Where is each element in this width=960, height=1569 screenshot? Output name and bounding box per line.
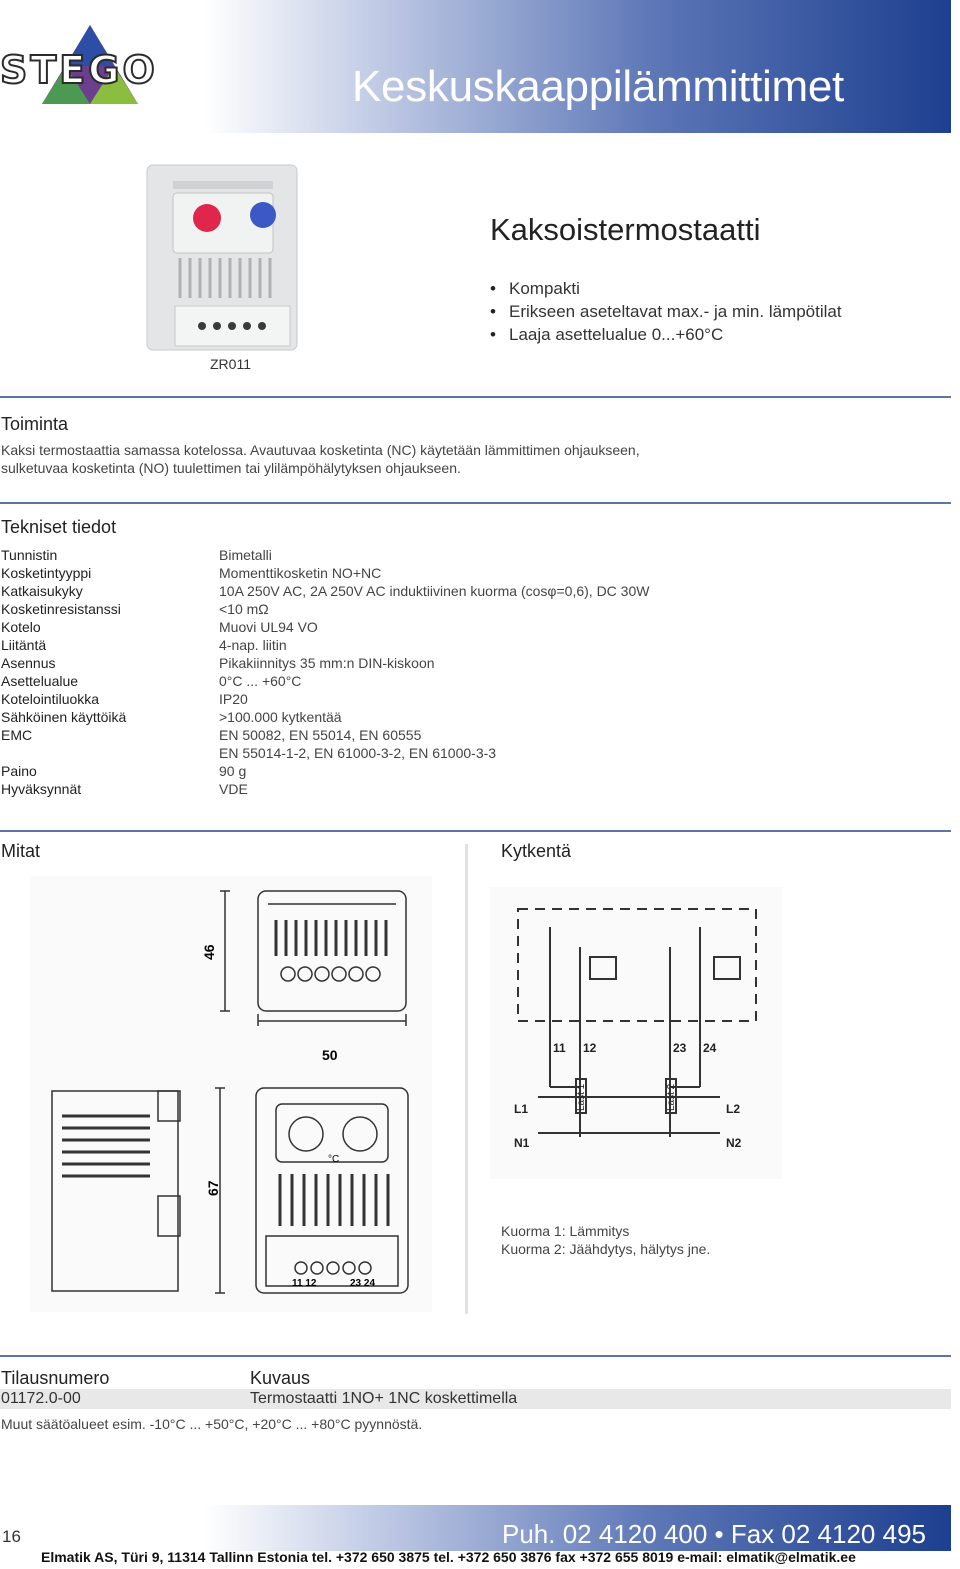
- order-description-header: Kuvaus: [250, 1368, 311, 1388]
- section-divider: [0, 396, 951, 398]
- spec-label: Kosketinresistanssi: [1, 601, 121, 617]
- spec-label: Paino: [1, 763, 37, 779]
- spec-value: <10 mΩ: [219, 601, 269, 617]
- spec-label: Sähköinen käyttöikä: [1, 709, 127, 725]
- dim-label: 50: [322, 1047, 338, 1063]
- spec-label: Kotelointiluokka: [1, 691, 100, 707]
- spec-row: [0, 618, 951, 636]
- spec-label: Kosketintyyppi: [1, 565, 92, 581]
- load-label: Last 2: [666, 1083, 677, 1111]
- section-divider: [0, 1355, 951, 1357]
- spec-value: 10A 250V AC, 2A 250V AC induktiivinen kuorma (cosφ=0,6), DC 30W: [219, 583, 650, 599]
- spec-row: [0, 582, 951, 600]
- spec-row: [0, 564, 951, 582]
- terminal-label: 11 12: [292, 1278, 317, 1289]
- spec-row: [0, 672, 951, 690]
- feature-list: [490, 277, 842, 346]
- dimension-drawing: [30, 876, 432, 1312]
- spec-label: Katkaisukyky: [1, 583, 83, 599]
- spec-row: [0, 546, 951, 564]
- spec-value: EN 55014-1-2, EN 61000-3-2, EN 61000-3-3: [219, 745, 497, 761]
- spec-row: [0, 708, 951, 726]
- spec-value: 0°C ... +60°C: [219, 673, 302, 689]
- toiminta-text: [1, 441, 640, 477]
- line-label: N2: [726, 1136, 742, 1150]
- order-number-header: Tilausnumero: [1, 1368, 110, 1388]
- caption-line: Kuorma 2: Jäähdytys, hälytys jne.: [501, 1241, 711, 1257]
- kytkenta-heading: Kytkentä: [501, 841, 572, 861]
- spec-label: Tunnistin: [1, 547, 58, 563]
- spec-value: Bimetalli: [219, 547, 272, 563]
- load-label: Last 1: [576, 1083, 587, 1111]
- spec-row: [0, 780, 951, 798]
- dim-label: 67: [205, 1180, 221, 1196]
- wiring-diagram: [490, 887, 782, 1179]
- spec-label: EMC: [1, 727, 33, 743]
- section-divider: [0, 830, 951, 832]
- page-number: 16: [2, 1527, 21, 1546]
- spec-value: Momenttikosketin NO+NC: [219, 565, 382, 581]
- page-title: Keskuskaappilämmittimet: [352, 62, 844, 111]
- line-label: L2: [726, 1102, 741, 1116]
- terminal-label: 12: [583, 1041, 597, 1055]
- line-label: N1: [514, 1136, 530, 1150]
- terminal-label: 23: [673, 1041, 687, 1055]
- spec-value: >100.000 kytkentää: [219, 709, 342, 725]
- spec-row: [0, 690, 951, 708]
- product-code: ZR011: [210, 356, 251, 372]
- footer-address: Elmatik AS, Türi 9, 11314 Tallinn Estonia tel. +372 650 3875 tel. +372 650 3876 fax +372 655 8019 e-mail: elmatik@elmatik.ee: [41, 1549, 856, 1565]
- spec-row: [0, 726, 951, 744]
- spec-row: [0, 744, 951, 762]
- spec-label: Kotelo: [1, 619, 41, 635]
- mitat-heading: Mitat: [1, 841, 41, 861]
- feature-item: • Erikseen aseteltavat max.- ja min. lämpötilat: [490, 300, 842, 323]
- spec-value: Muovi UL94 VO: [219, 619, 318, 635]
- terminal-label: 11: [553, 1041, 566, 1055]
- product-title: Kaksoistermostaatti: [490, 212, 761, 247]
- spec-row: [0, 600, 951, 618]
- spec-row: [0, 762, 951, 780]
- thermostat-product-image: [145, 163, 303, 353]
- terminal-label: 24: [703, 1041, 717, 1055]
- terminal-label: 23 24: [350, 1278, 376, 1289]
- line-label: L1: [514, 1102, 529, 1116]
- spec-value: 90 g: [219, 763, 247, 779]
- spec-row: [0, 654, 951, 672]
- feature-item: • Laaja asettelualue 0...+60°C: [490, 323, 842, 346]
- spec-label: Asennus: [1, 655, 56, 671]
- order-note: Muut säätöalueet esim. -10°C ... +50°C, +20°C ... +80°C pyynnöstä.: [1, 1416, 423, 1432]
- spec-row: [0, 636, 951, 654]
- wiring-caption: [501, 1222, 710, 1258]
- spec-label: Hyväksynnät: [1, 781, 82, 797]
- spec-value: EN 50082, EN 55014, EN 60555: [219, 727, 422, 743]
- spec-value: IP20: [219, 691, 248, 707]
- dim-label: 46: [201, 944, 217, 960]
- toiminta-line: sulketuvaa kosketinta (NO) tuulettimen tai ylilämpöhälytyksen ohjaukseen.: [1, 460, 461, 476]
- footer-contact: Puh. 02 4120 400 • Fax 02 4120 495: [502, 1519, 926, 1549]
- spec-label: Liitäntä: [1, 637, 47, 653]
- feature-item: • Kompakti: [490, 277, 842, 300]
- caption-line: Kuorma 1: Lämmitys: [501, 1223, 630, 1239]
- toiminta-line: Kaksi termostaattia samassa kotelossa. Avautuvaa kosketinta (NC) käytetään lämmittimen ohjaukseen,: [1, 442, 640, 458]
- logo-text: STEGO: [0, 48, 158, 92]
- dial-unit: °C: [328, 1154, 340, 1165]
- specs-heading: Tekniset tiedot: [1, 517, 117, 537]
- spec-label: Asettelualue: [1, 673, 79, 689]
- order-number: 01172.0-00: [1, 1390, 81, 1407]
- spec-value: VDE: [219, 781, 248, 797]
- spec-value: Pikakiinnitys 35 mm:n DIN-kiskoon: [219, 655, 435, 671]
- section-divider: [0, 502, 951, 504]
- spec-value: 4-nap. liitin: [219, 637, 287, 653]
- order-description: Termostaatti 1NO+ 1NC koskettimella: [250, 1390, 518, 1407]
- toiminta-heading: Toiminta: [1, 414, 69, 434]
- column-divider: [465, 844, 468, 1314]
